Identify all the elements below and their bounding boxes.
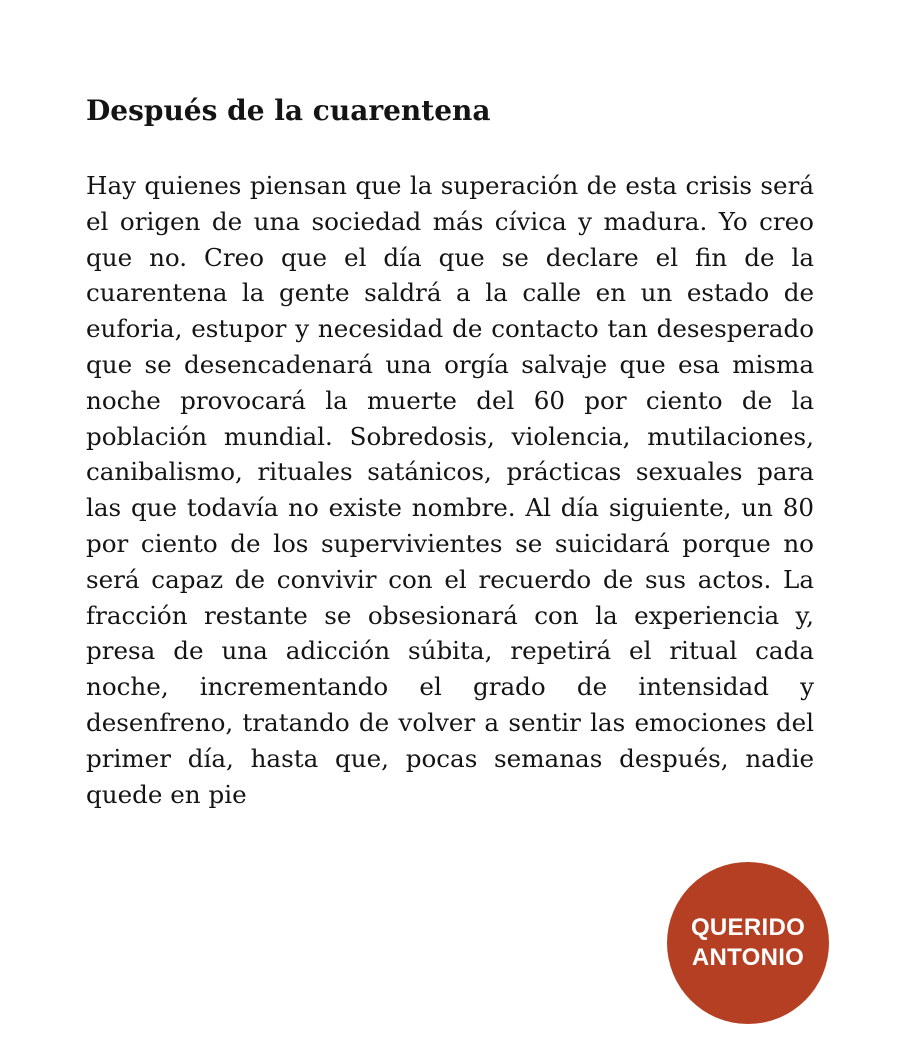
article-title: Después de la cuarentena [86,94,491,127]
badge-line-1: QUERIDO [690,914,806,941]
article-body: Hay quienes piensan que la superación de esta crisis será el origen de una sociedad más cívica y madura. Yo creo que no. Creo que el día que se declare el fin de la cuarentena la gente saldrá a la calle en un estado de euforia, estupor y necesidad de contacto tan desesperado que se desencadenará una orgía salvaje que esa misma noche provocará la muerte del 60 por ciento de la población mundial. Sobredosis, violencia, mutilaciones, canibalismo, rituales satánicos, prácticas sexuales para las que todavía no existe nombre. Al día siguiente, un 80 por ciento de los supervivientes se suicidará porque no será capaz de convivir con el recuerdo de sus actos. La fracción restante se obsesionará con la experiencia y, presa de una adicción súbita, repetirá el ritual cada noche, incrementando el grado de intensidad y desenfreno, tratando de volver a sentir las emociones del primer día, hasta que, pocas semanas después, nadie quede en pie [86,171,814,809]
badge-line-2: ANTONIO [691,944,805,971]
querido-antonio-badge[interactable] [667,862,829,1024]
